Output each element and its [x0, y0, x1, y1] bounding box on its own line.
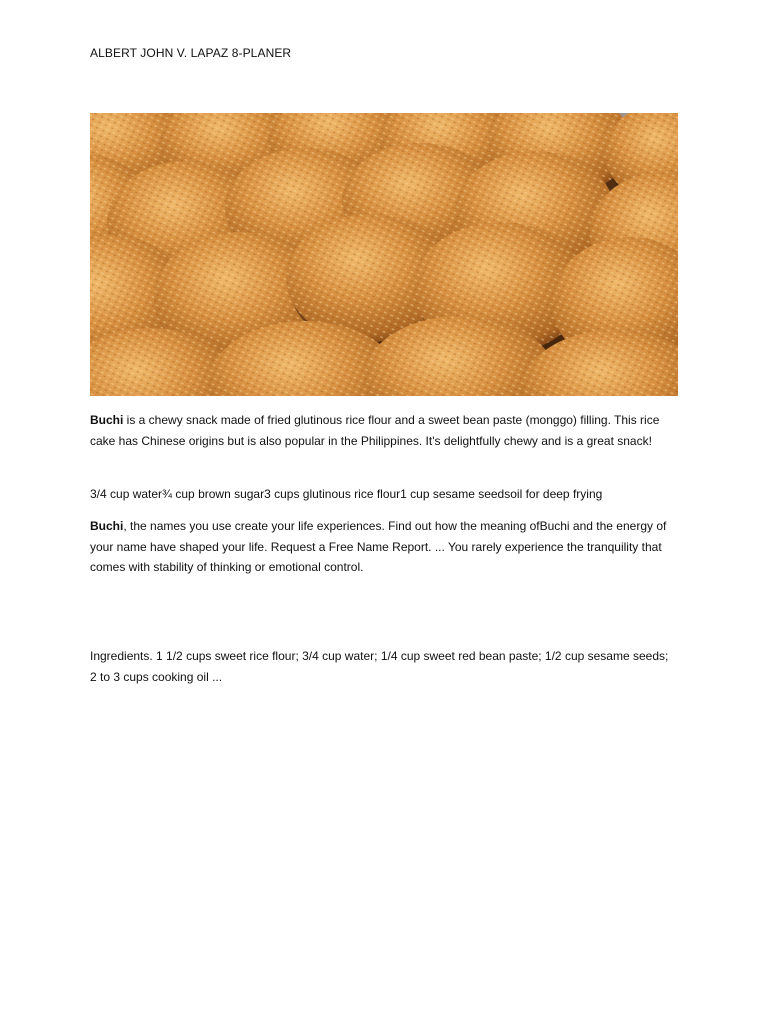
paragraph-name-meaning	[90, 516, 674, 578]
paragraph-intro	[90, 410, 674, 451]
paragraph-ingredients-list-text: 3/4 cup water¾ cup brown sugar3 cups glutinous rice flour1 cup sesame seedsoil for deep frying	[90, 487, 603, 501]
paragraph-intro-text: is a chewy snack made of fried glutinous rice flour and a sweet bean paste (monggo) filling. This rice cake has Chinese origins but is also popular in the Philippines. It's delightfully chewy and is a great snack!	[90, 413, 660, 448]
paragraph-ingredients-text: Ingredients. 1 1/2 cups sweet rice flour; 3/4 cup water; 1/4 cup sweet red bean paste; 1/2 cup sesame seeds; 2 to 3 cups cooking oil ...	[90, 649, 669, 684]
author-header: ALBERT JOHN V. LAPAZ 8-PLANER	[90, 46, 292, 60]
sesame-balls-image	[90, 113, 678, 396]
paragraph-ingredients-list	[90, 484, 674, 505]
buchi-photo	[90, 113, 678, 396]
paragraph-ingredients	[90, 646, 674, 687]
paragraph-intro-lead: Buchi	[90, 413, 124, 427]
paragraph-name-meaning-text: , the names you use create your life experiences. Find out how the meaning ofBuchi and the energy of your name have shaped your life. Request a Free Name Report. ... You rarely experience the tranquility that comes with stability of thinking or emotional control.	[90, 519, 667, 574]
paragraph-name-meaning-lead: Buchi	[90, 519, 124, 533]
